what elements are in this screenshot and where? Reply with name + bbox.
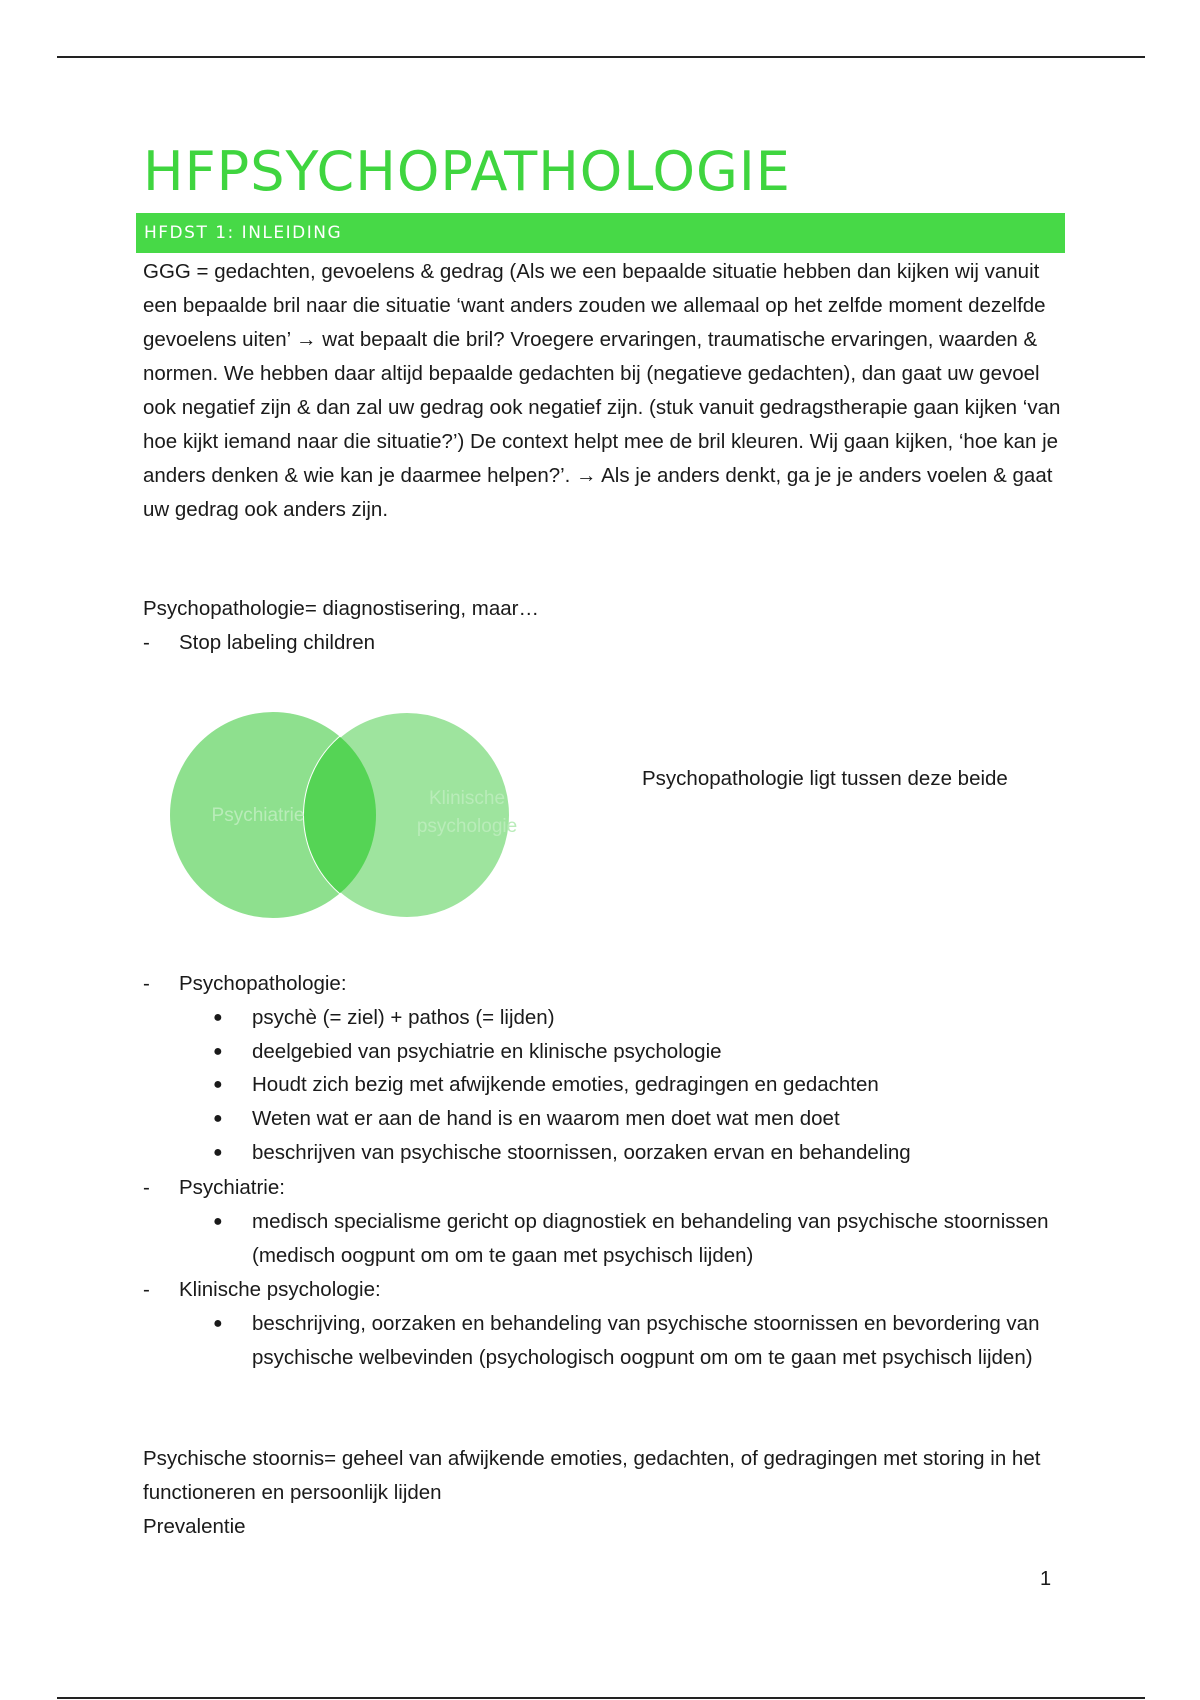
bullet-item: ● deelgebied van psychiatrie en klinische psychologie: [213, 1035, 1073, 1069]
page-number: 1: [1040, 1568, 1052, 1590]
prevalence-heading: Prevalentie: [143, 1515, 246, 1538]
definition-line: Psychopathologie= diagnostisering, maar…: [143, 597, 539, 620]
bullet-text: beschrijving, oorzaken en behandeling van psychische stoornissen en bevordering van psychische welbevinden (psychologisch oogpunt om om te gaan met psychisch lijden): [252, 1312, 1040, 1369]
bullet-item: ● beschrijving, oorzaken en behandeling van psychische stoornissen en bevordering van psychische welbevinden (psychologisch oogpunt om om te gaan met psychisch lijden): [213, 1307, 1073, 1375]
section-psychiatrie: - Psychiatrie:: [143, 1176, 285, 1199]
bullet-text: psychè (= ziel) + pathos (= lijden): [252, 1006, 555, 1029]
chapter-heading-bar: [136, 213, 1065, 253]
bullet-text: medisch specialisme gericht op diagnostiek en behandeling van psychische stoornissen (medisch oogpunt om om te gaan met psychisch lijden): [252, 1210, 1049, 1267]
bullet-item: ● medisch specialisme gericht op diagnostiek en behandeling van psychische stoornissen (medisch oogpunt om om te gaan met psychisch lijden): [213, 1205, 1073, 1273]
venn-label-psychologie: psychologie: [416, 816, 518, 837]
intro-paragraph: GGG = gedachten, gevoelens & gedrag (Als we een bepaalde situatie hebben dan kijken wij vanuit een bepaalde bril naar die situatie ‘want anders zouden we allemaal op het zelfde moment dezelfde gevoelens uiten’ → wat bepaalt die bril? Vroegere ervaringen, traumatische ervaringen, waarden & normen. We hebben daar altijd bepaalde gedachten bij (negatieve gedachten), dan gaat uw gevoel ook negatief zijn & dan zal uw gedrag ook negatief zijn. (stuk vanuit gedragstherapie gaan kijken ‘van hoe kijkt iemand naar die situatie?’) De context helpt mee de bril kleuren. Wij gaan kijken, ‘hoe kan je anders denken & wie kan je daarmee helpen?’. → Als je anders denkt, ga je je anders voelen & gaat uw gedrag ook anders zijn.: [143, 260, 1061, 521]
bullet-text: beschrijven van psychische stoornissen, oorzaken ervan en behandeling: [252, 1141, 911, 1164]
venn-label-klinische: Klinische: [428, 788, 506, 809]
disorder-definition: Psychische stoornis= geheel van afwijkende emoties, gedachten, of gedragingen met storing in het functioneren en persoonlijk lijden: [143, 1447, 1041, 1504]
bullet-text: Houdt zich bezig met afwijkende emoties, gedragingen en gedachten: [252, 1073, 879, 1096]
bullet-item: ● Houdt zich bezig met afwijkende emoties, gedragingen en gedachten: [213, 1068, 1073, 1102]
chapter-heading: HFDST 1: INLEIDING: [144, 223, 343, 243]
bullet-item: ● psychè (= ziel) + pathos (= lijden): [213, 1001, 1073, 1035]
venn-diagram: [170, 690, 570, 940]
bullet-item: ● Weten wat er aan de hand is en waarom men doet wat men doet: [213, 1102, 1073, 1136]
bullet-item: ● beschrijven van psychische stoornissen, oorzaken ervan en behandeling: [213, 1136, 1073, 1170]
section-label: Psychopathologie:: [179, 972, 347, 995]
top-rule: [57, 56, 1145, 58]
section-label: Klinische psychologie:: [179, 1278, 381, 1301]
bullet-text: deelgebied van psychiatrie en klinische psychologie: [252, 1040, 722, 1063]
dash-item-stop-labeling: - Stop labeling children: [143, 631, 376, 654]
section-klinische-psychologie: - Klinische psychologie:: [143, 1278, 381, 1301]
venn-label-psychiatrie: Psychiatrie: [211, 805, 305, 826]
venn-caption: Psychopathologie ligt tussen deze beide: [642, 767, 1008, 790]
bottom-rule: [57, 1697, 1145, 1699]
section-label: Psychiatrie:: [179, 1176, 285, 1199]
document-title: HFPSYCHOPATHOLOGIE: [143, 140, 791, 203]
dash-item-label: Stop labeling children: [179, 631, 376, 654]
section-psychopathologie: - Psychopathologie:: [143, 972, 347, 995]
bullet-text: Weten wat er aan de hand is en waarom men doet wat men doet: [252, 1107, 840, 1130]
